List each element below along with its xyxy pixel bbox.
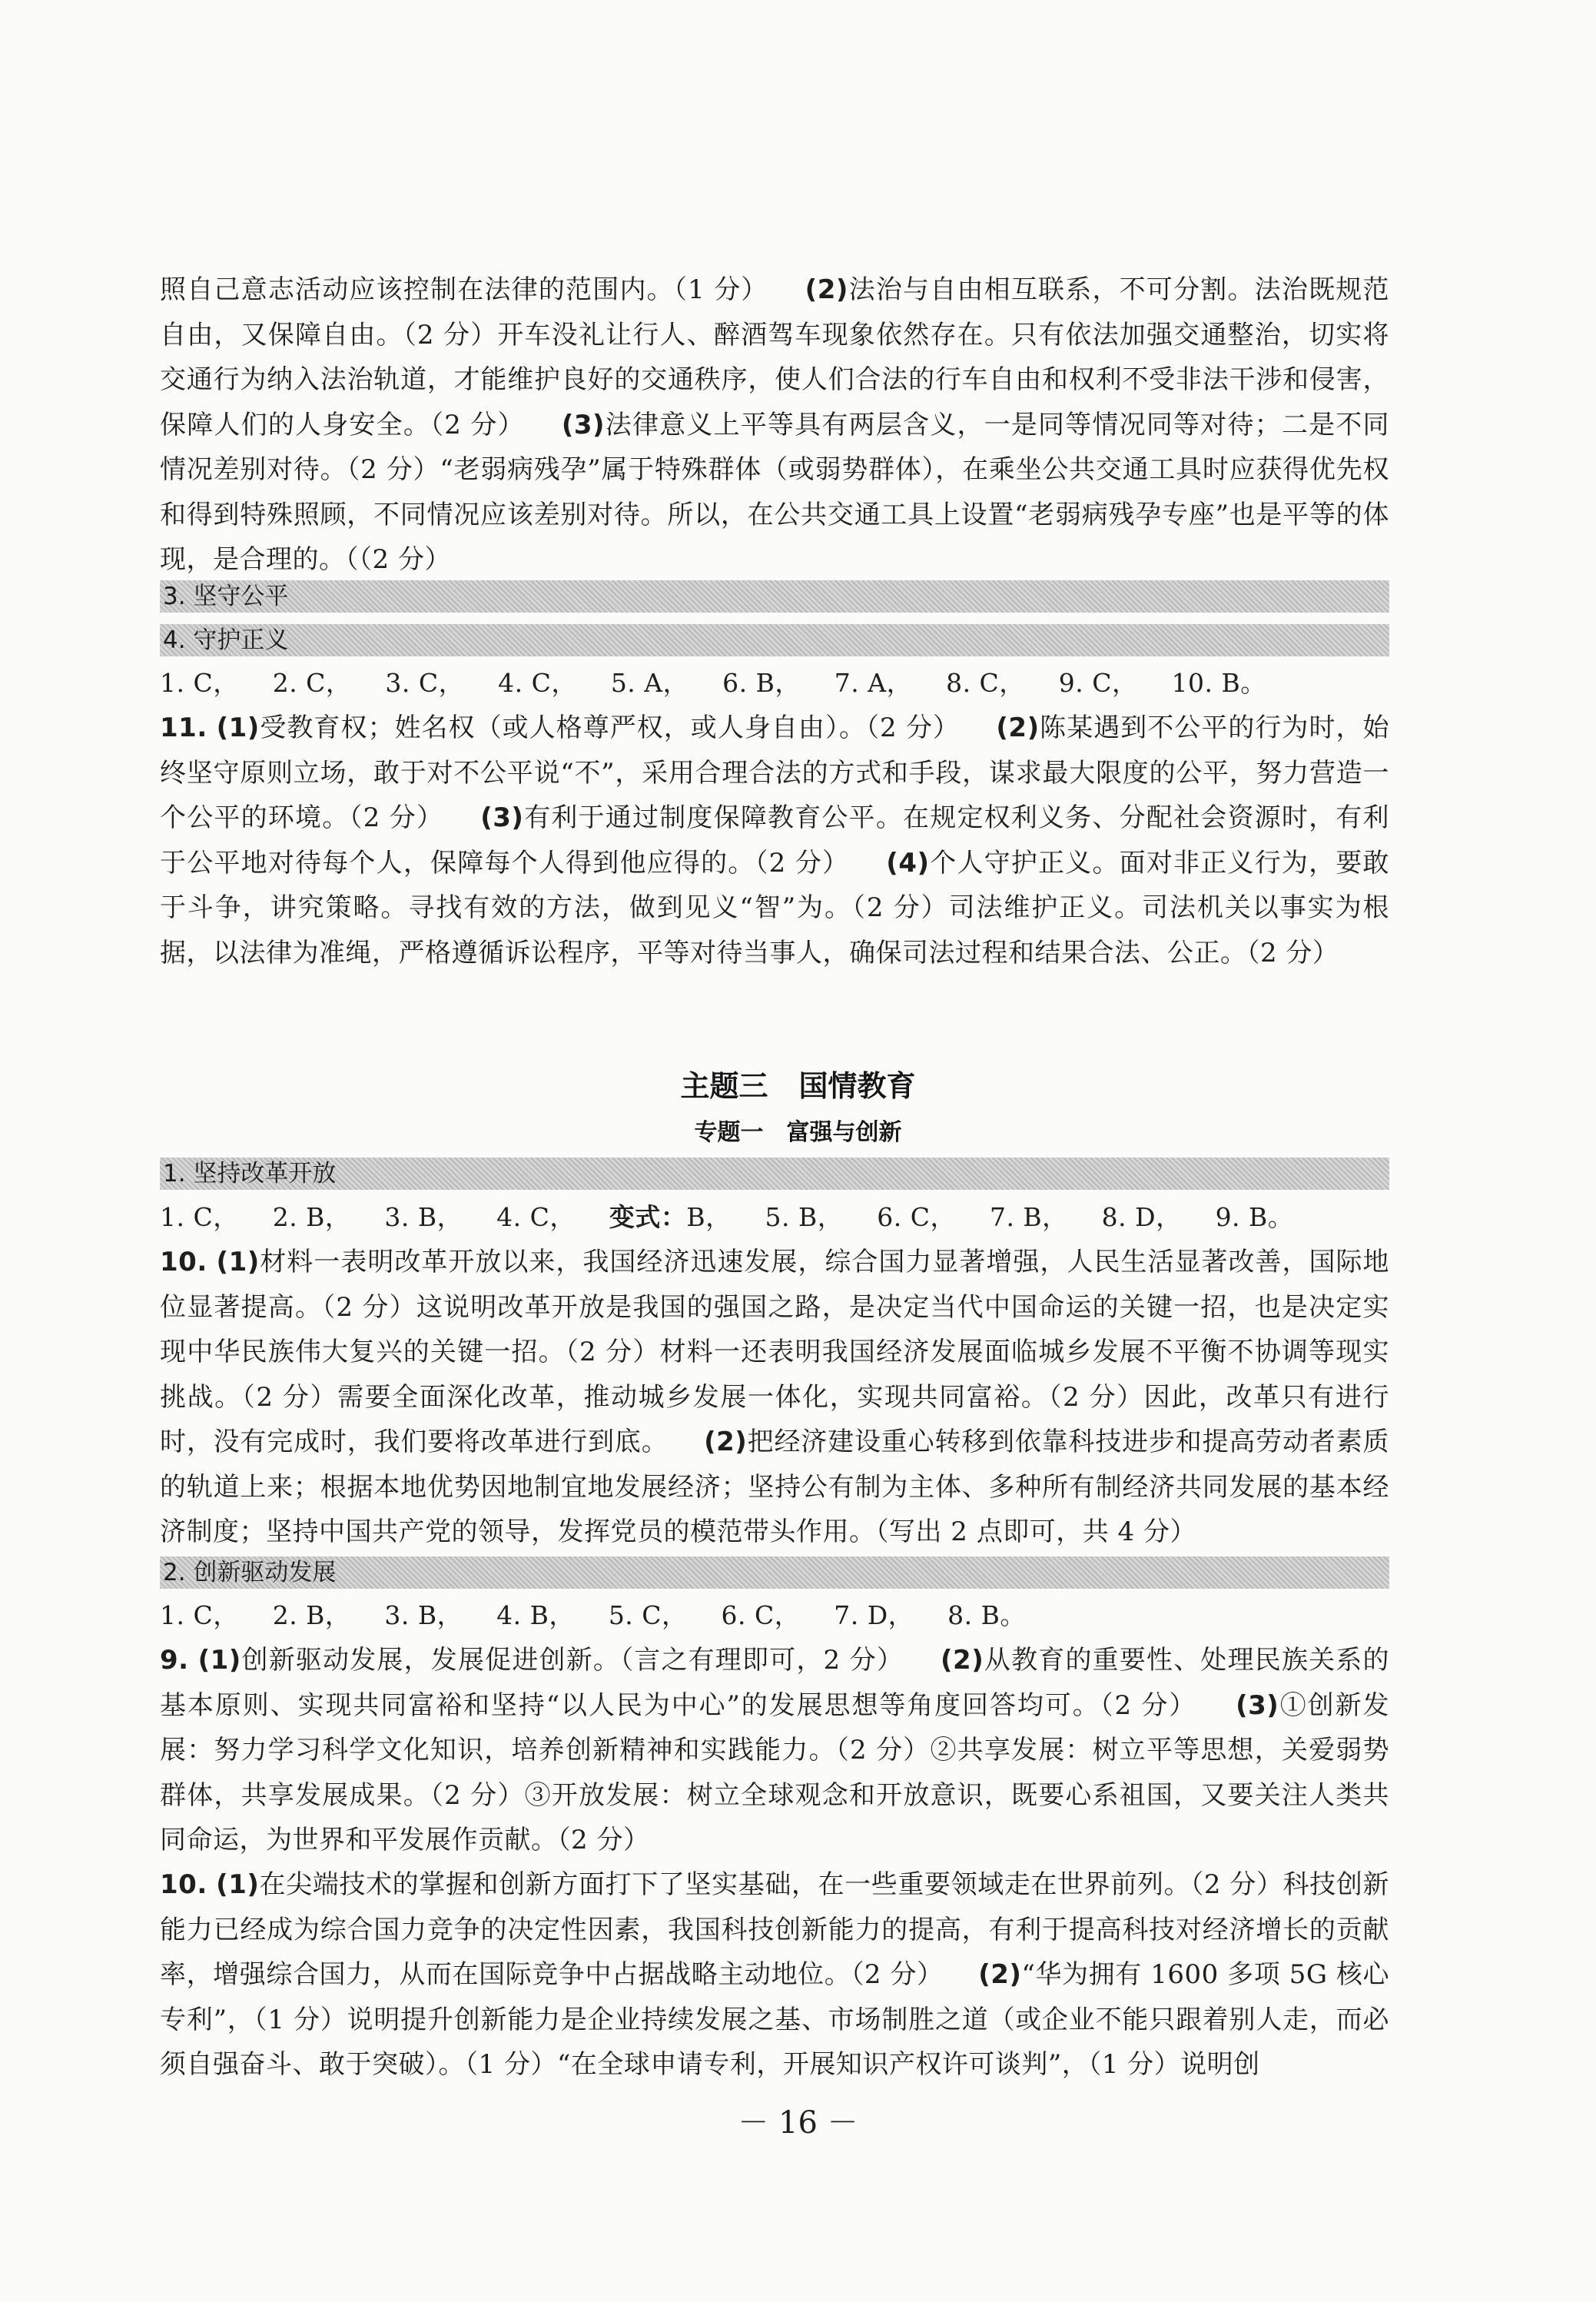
sub-item-number: (1) — [197, 1645, 241, 1676]
sub-item-number: (2) — [978, 1959, 1022, 1990]
sub-item-number: (3) — [1236, 1689, 1279, 1721]
sub-item-number: (2) — [996, 713, 1040, 743]
intro-text-1: 照自己意志活动应该控制在法律的范围内。（1 分） — [160, 274, 768, 305]
answer-item: 2. B， — [272, 1600, 351, 1630]
variant-label: 变式： — [609, 1202, 687, 1232]
sub-item-text: ①创新发展：努力学习科学文化知识，培养创新精神和实践能力。（2 分）②共享发展：树立平等思想，关爱弱势群体，共享发展成果。（2 分）③开放发展：树立全球观念和开放意识，既要心系祖国，又要关注人类共同命运，为世界和平发展作贡献。（2 分） — [160, 1689, 1390, 1855]
answer-item: 6. C， — [721, 1600, 801, 1630]
theme-title — [0, 1062, 1596, 1104]
answer-item: 8. D， — [1101, 1202, 1182, 1232]
answer-row-innovation — [160, 1593, 1389, 1638]
topic-subtitle — [0, 1113, 1596, 1147]
sub-item-text: 材料一表明改革开放以来，我国经济迅速发展，综合国力显著增强，人民生活显著改善，国际地位显著提高。（2 分）这说明改革开放是我国的强国之路，是决定当代中国命运的关键一招，也是决定实现中华民族伟大复兴的关键一招。（2 分）材料一还表明我国经济发展面临城乡发展不平衡不协调等现实挑战。（2 分）需要全面深化改革，推动城乡发展一体化，实现共同富裕。（2 分）因此，改革只有进行时，没有完成时，我们要将改革进行到底。 — [160, 1247, 1389, 1457]
answer-item: 1. C， — [160, 668, 239, 698]
sub-item-text: “华为拥有 1600 多项 5G 核心专利”，（1 分）说明提升创新能力是企业持续发展之基、市场制胜之道（或企业不能只跟着别人走，而必须自强奋斗、敢于突破）。（1 分）“在全球申请专利，开展知识产权许可谈判”，（1 分）说明创 — [160, 1959, 1389, 2080]
page-number: － 16 － — [738, 2105, 858, 2141]
section-header-reform: 1. 坚持改革开放 — [160, 1158, 1389, 1190]
intro-item-2-number: (2) — [805, 274, 848, 305]
answer-item: 2. B， — [272, 1202, 351, 1232]
topic-number: 专题一 — [694, 1119, 764, 1146]
answer-item: 5. A， — [610, 668, 689, 698]
section-header-justice: 4. 守护正义 — [160, 624, 1389, 656]
intro-paragraph — [160, 267, 1389, 583]
answer-item: 3. C， — [385, 668, 465, 698]
sub-item-text: 受教育权；姓名权（或人格尊严权，或人身自由）。（2 分） — [259, 713, 961, 743]
answer-item: 7. D， — [834, 1600, 914, 1630]
sub-item-text: 把经济建设重心转移到依靠科技进步和提高劳动者素质的轨道上来；根据本地优势因地制宜地发展经济；坚持公有制为主体、多种所有制经济共同发展的基本经济制度；坚持中国共产党的领导，发挥党员的模范带头作用。（写出 2 点即可，共 4 分） — [160, 1427, 1390, 1547]
theme-number: 主题三 — [680, 1069, 768, 1103]
answer-item: 3. B， — [384, 1202, 463, 1232]
answer-item: 4. C， — [498, 668, 577, 698]
question-number: 9. — [160, 1645, 189, 1676]
sub-item-text: 个人守护正义。面对非正义行为，要敢于斗争，讲究策略。寻找有效的方法，做到见义“智”为。（2 分）司法维护正义。司法机关以事实为根据，以法律为准绳，严格遵循诉讼程序，平等对待当事人，确保司法过程和结果合法、公正。（2 分） — [160, 847, 1390, 968]
intro-text-3: 法律意义上平等具有两层含义，一是同等情况同等对待；二是不同情况差别对待。（2 分）“老弱病残孕”属于特殊群体（或弱势群体），在乘坐公共交通工具时应获得优先权和得到特殊照顾，不同情况应该差别对待。所以，在公共交通工具上设置“老弱病残孕专座”也是平等的体现，是合理的。（（2 分） — [160, 409, 1389, 575]
answer-row-justice — [160, 661, 1389, 706]
intro-text-2: 法治与自由相互联系，不可分割。法治既规范自由，又保障自由。（2 分）开车没礼让行人、醉酒驾车现象依然存在。只有依法加强交通整治，切实将交通行为纳入法治轨道，才能维护良好的交通秩序，使人们合法的行车自由和权利不受非法干涉和侵害，保障人们的人身安全。（2 分） — [160, 274, 1389, 440]
variant-value: B， — [686, 1202, 732, 1232]
sub-item-number: (3) — [480, 802, 524, 833]
answer-item: 5. C， — [608, 1600, 688, 1630]
sub-item-number: (1) — [216, 1869, 260, 1900]
topic-name: 富强与创新 — [786, 1119, 902, 1146]
question-9-answer — [160, 1638, 1389, 1863]
sub-item-number: (1) — [216, 1247, 260, 1277]
question-10-reform-answer — [160, 1240, 1389, 1555]
answer-item: 2. C， — [272, 668, 352, 698]
answer-item: 3. B， — [384, 1600, 463, 1630]
answer-item: 7. B， — [989, 1202, 1068, 1232]
question-number: 10. — [160, 1247, 207, 1277]
answer-item: 7. A， — [834, 668, 913, 698]
sub-item-text: 陈某遇到不公平的行为时，始终坚守原则立场，敢于对不公平说“不”，采用合理合法的方式和手段，谋求最大限度的公平，努力营造一个公平的环境。（2 分） — [160, 713, 1390, 833]
answer-item: 4. B， — [496, 1600, 575, 1630]
sub-item-number: (2) — [941, 1645, 984, 1676]
answer-item: 1. C， — [160, 1202, 239, 1232]
question-number: 10. — [160, 1869, 207, 1900]
answer-item: 8. C， — [946, 668, 1025, 698]
sub-item-text: 有利于通过制度保障教育公平。在规定权利义务、分配社会资源时，有利于公平地对待每个人，保障每个人得到他应得的。（2 分） — [160, 802, 1389, 879]
answer-row-reform — [160, 1195, 1389, 1240]
theme-name: 国情教育 — [798, 1069, 916, 1103]
answer-item: 9. B。 — [1215, 1202, 1294, 1232]
answer-item: 6. B， — [722, 668, 801, 698]
answer-item: 9. C， — [1058, 668, 1138, 698]
question-10-innovation-answer — [160, 1862, 1389, 2088]
answer-item: 5. B， — [765, 1202, 844, 1232]
question-11-answer — [160, 706, 1389, 975]
sub-item-number: (2) — [704, 1427, 748, 1457]
sub-item-number: (1) — [216, 713, 260, 743]
answer-item: 6. C， — [877, 1202, 956, 1232]
answer-item: 8. B。 — [947, 1600, 1026, 1630]
question-number: 11. — [160, 713, 207, 743]
section-header-innovation: 2. 创新驱动发展 — [160, 1556, 1389, 1589]
sub-item-text: 从教育的重要性、处理民族关系的基本原则、实现共同富裕和坚持“以人民为中心”的发展思想等角度回答均可。（2 分） — [160, 1645, 1389, 1721]
sub-item-text: 创新驱动发展，发展促进创新。（言之有理即可，2 分） — [241, 1645, 904, 1676]
sub-item-text: 在尖端技术的掌握和创新方面打下了坚实基础，在一些重要领域走在世界前列。（2 分）科技创新能力已经成为综合国力竞争的决定性因素，我国科技创新能力的提高，有利于提高科技对经济增长的贡献率，增强综合国力，从而在国际竞争中占据战略主动地位。（2 分） — [160, 1869, 1390, 1990]
section-header-fairness: 3. 坚守公平 — [160, 580, 1389, 613]
answer-item: 1. C， — [160, 1600, 239, 1630]
intro-item-3-number: (3) — [561, 409, 606, 440]
sub-item-number: (4) — [886, 847, 930, 879]
answer-item: 10. B。 — [1171, 668, 1266, 698]
answer-item: 4. C， — [496, 1202, 576, 1232]
